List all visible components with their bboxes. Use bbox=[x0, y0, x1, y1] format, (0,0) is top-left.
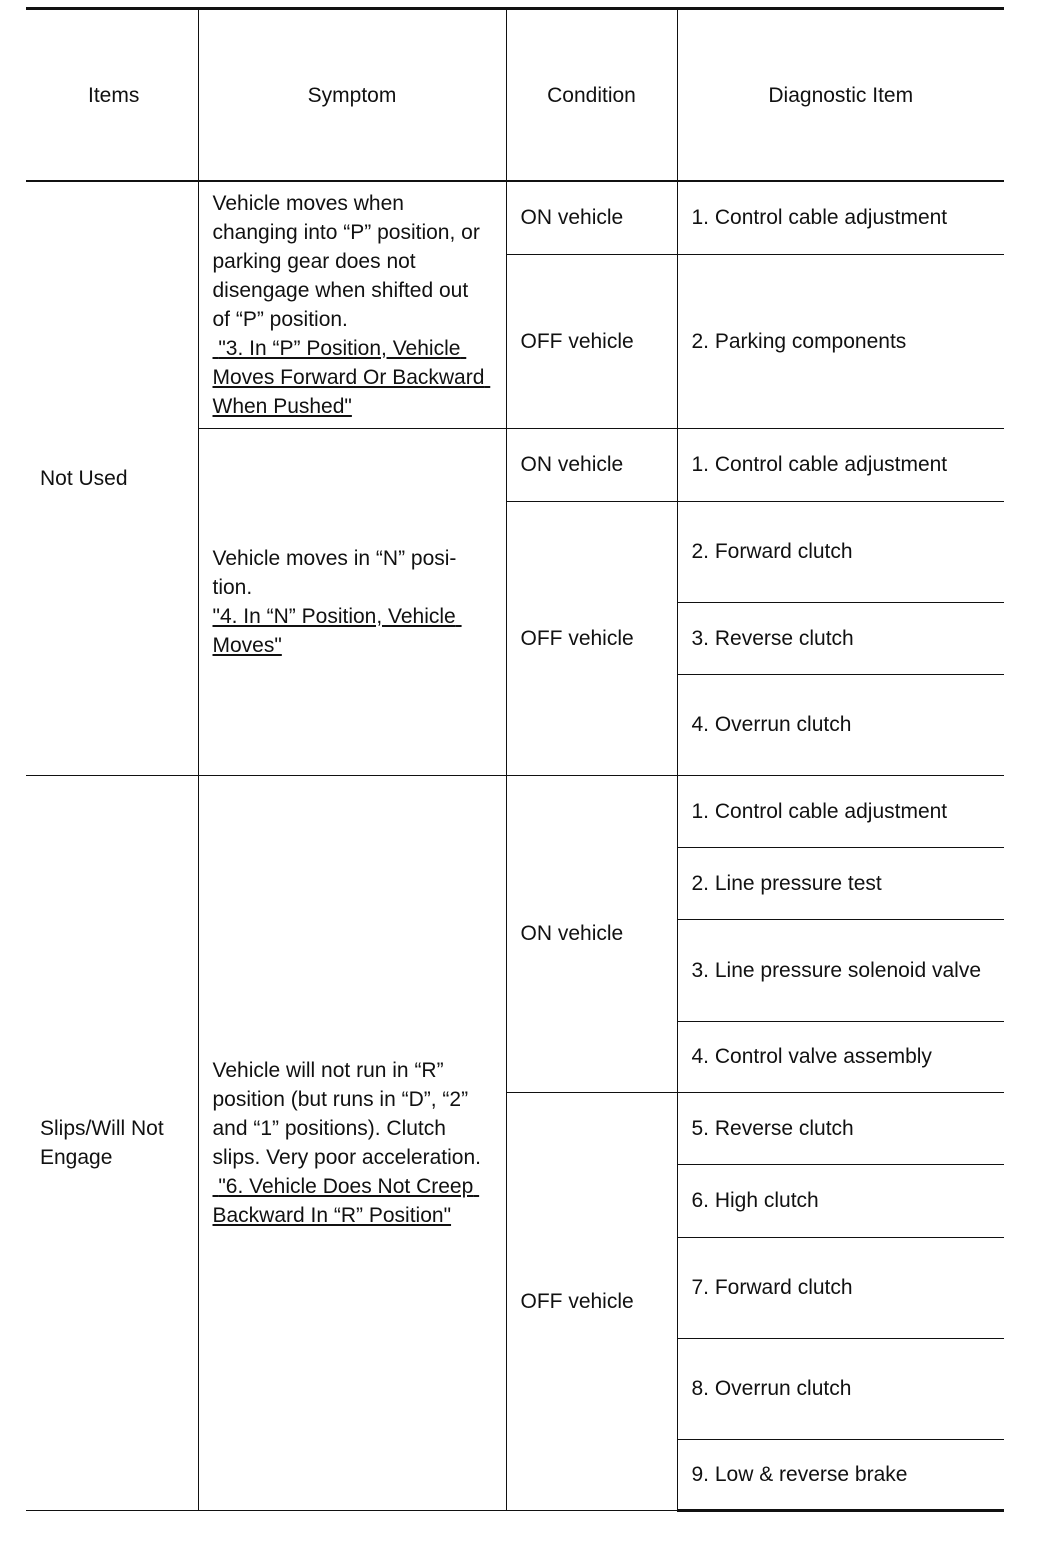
symptom-cell bbox=[198, 428, 506, 775]
header-symptom: Symptom bbox=[198, 9, 506, 182]
symptom-text: Vehicle will not run in “R” position (but runs in “D”, “2” and “1” positions). Clutch slips. Very poor acceleration. bbox=[212, 1058, 481, 1169]
diagnostic-item-cell: 3. Reverse clutch bbox=[677, 602, 1004, 674]
diagnostic-item-cell: 8. Overrun clutch bbox=[677, 1338, 1004, 1439]
diagnostic-item-cell: 9. Low & reverse brake bbox=[677, 1439, 1004, 1510]
diagnosis-table bbox=[26, 7, 1004, 1512]
condition-cell: OFF vehicle bbox=[506, 501, 677, 775]
table-row bbox=[26, 775, 1004, 847]
symptom-reference-link[interactable]: "3. In “P” Position, Vehicle Moves Forward Or Backward When Pushed" bbox=[212, 336, 491, 418]
symptom-reference-link[interactable]: "6. Vehicle Does Not Creep Backward In “R” Position" bbox=[212, 1174, 480, 1227]
condition-cell: ON vehicle bbox=[506, 428, 677, 501]
condition-cell: OFF vehicle bbox=[506, 254, 677, 428]
symptom-cell bbox=[198, 181, 506, 428]
table-row bbox=[26, 181, 1004, 254]
diagnostic-item-cell: 5. Reverse clutch bbox=[677, 1092, 1004, 1164]
diagnostic-item-cell: 6. High clutch bbox=[677, 1164, 1004, 1237]
item-cell-slips-will-not-engage: Slips/Will Not Engage bbox=[26, 775, 198, 1510]
header-items: Items bbox=[26, 9, 198, 182]
symptom-cell bbox=[198, 775, 506, 1510]
diagnostic-item-cell: 4. Control valve assembly bbox=[677, 1021, 1004, 1092]
header-condition: Condition bbox=[506, 9, 677, 182]
condition-cell: OFF vehicle bbox=[506, 1092, 677, 1510]
diagnostic-item-cell: 1. Control cable adjustment bbox=[677, 775, 1004, 847]
condition-cell: ON vehicle bbox=[506, 775, 677, 1092]
symptom-text: Vehicle moves when changing into “P” position, or parking gear does not disengage when shifted out of “P” position. bbox=[212, 191, 480, 331]
diagnostic-item-cell: 3. Line pressure solenoid valve bbox=[677, 919, 1004, 1021]
diagnostic-item-cell: 1. Control cable adjustment bbox=[677, 428, 1004, 501]
diagnostic-item-cell: 2. Parking components bbox=[677, 254, 1004, 428]
diagnostic-item-cell: 4. Overrun clutch bbox=[677, 674, 1004, 775]
diagnostic-item-cell: 7. Forward clutch bbox=[677, 1237, 1004, 1338]
symptom-reference-link[interactable]: "4. In “N” Position, Vehicle Moves" bbox=[212, 604, 462, 657]
diagnostic-item-cell: 1. Control cable adjustment bbox=[677, 181, 1004, 254]
symptom-text: Vehicle moves in “N” posi-tion. bbox=[212, 546, 457, 599]
item-cell-not-used: Not Used bbox=[26, 181, 198, 775]
diagnostic-item-cell: 2. Forward clutch bbox=[677, 501, 1004, 602]
header-diagnostic-item: Diagnostic Item bbox=[677, 9, 1004, 182]
condition-cell: ON vehicle bbox=[506, 181, 677, 254]
header-row bbox=[26, 9, 1004, 182]
diagnostic-item-cell: 2. Line pressure test bbox=[677, 847, 1004, 919]
